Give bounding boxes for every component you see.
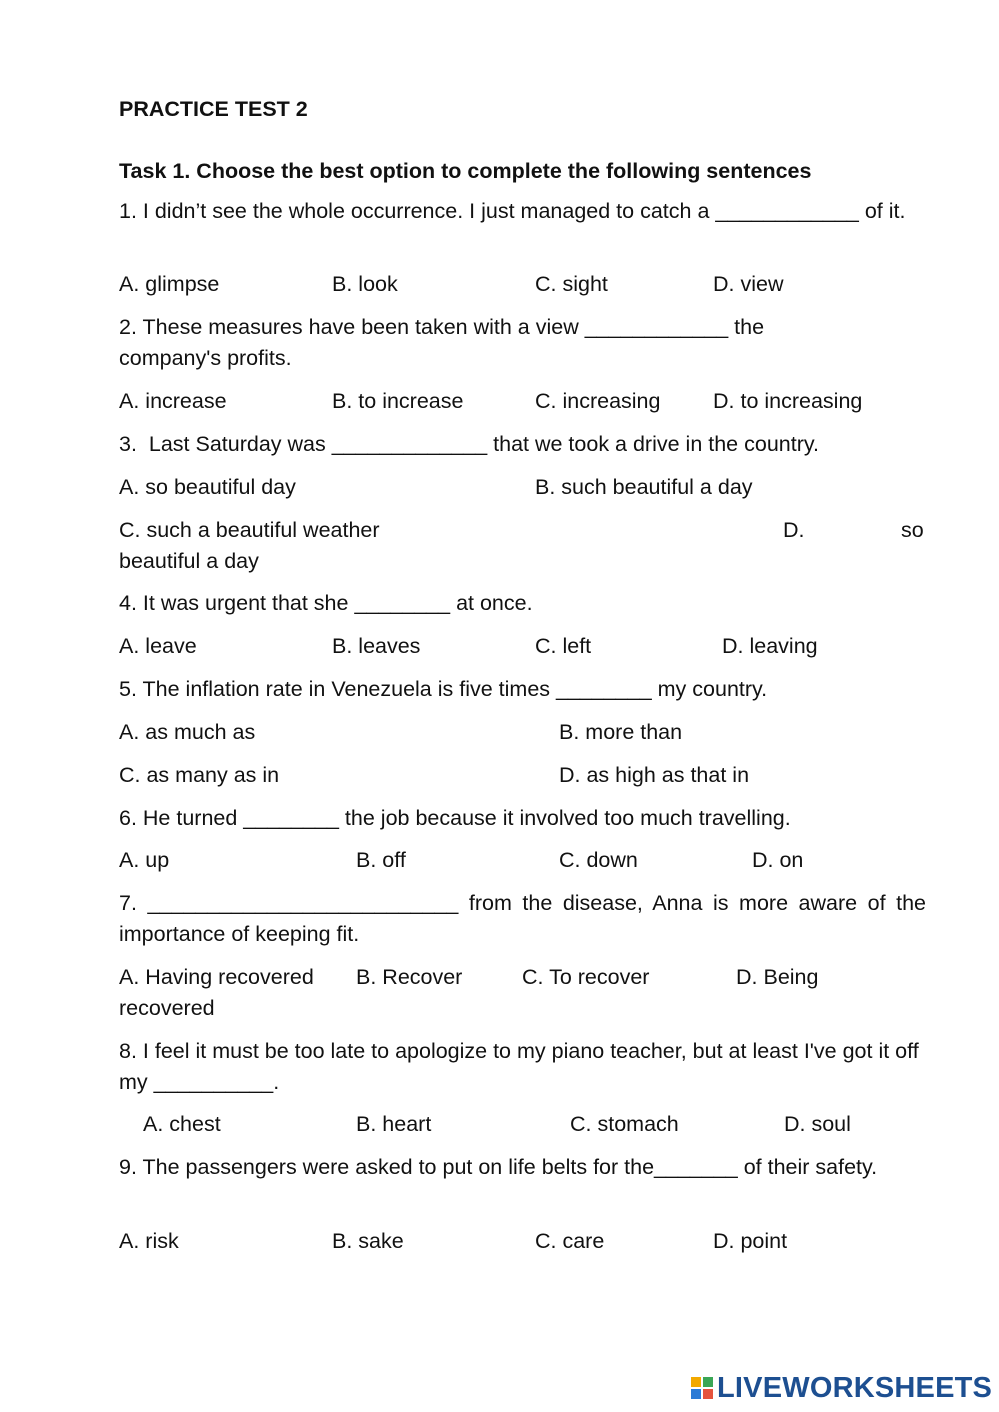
q1-option-c[interactable]: C. sight xyxy=(535,272,608,296)
page-title: PRACTICE TEST 2 xyxy=(119,97,308,121)
question-2-stem: 2. These measures have been taken with a view ____________ the company's profits. xyxy=(119,315,765,370)
q3-option-d-cont: beautiful a day xyxy=(119,549,259,573)
q5-option-a[interactable]: A. as much as xyxy=(119,720,256,744)
q1-option-a[interactable]: A. glimpse xyxy=(119,272,220,296)
q5-option-b[interactable]: B. more than xyxy=(559,720,683,744)
q8-option-c[interactable]: C. stomach xyxy=(570,1112,679,1136)
q7-option-c[interactable]: C. To recover xyxy=(522,965,650,989)
q3-option-d-label[interactable]: D. xyxy=(783,518,805,542)
q4-option-a[interactable]: A. leave xyxy=(119,634,197,658)
q3-option-d-word: so xyxy=(901,518,924,542)
q2-option-a[interactable]: A. increase xyxy=(119,389,227,413)
q4-option-c[interactable]: C. left xyxy=(535,634,592,658)
question-1-stem: 1. I didn’t see the whole occurrence. I just managed to catch a ____________ of it. xyxy=(119,199,906,223)
q1-option-d[interactable]: D. view xyxy=(713,272,784,296)
q8-option-a[interactable]: A. chest xyxy=(143,1112,221,1136)
q9-option-d[interactable]: D. point xyxy=(713,1229,788,1253)
q6-option-c[interactable]: C. down xyxy=(559,848,638,872)
q3-option-a[interactable]: A. so beautiful day xyxy=(119,475,296,499)
q5-option-c[interactable]: C. as many as in xyxy=(119,763,280,787)
task-heading: Task 1. Choose the best option to complete the following sentences xyxy=(119,159,812,183)
q8-option-d[interactable]: D. soul xyxy=(784,1112,851,1136)
q8-option-b[interactable]: B. heart xyxy=(356,1112,432,1136)
question-9-stem: 9. The passengers were asked to put on life belts for the_______ of their safety. xyxy=(119,1155,878,1179)
q3-option-c[interactable]: C. such a beautiful weather xyxy=(119,518,380,542)
q7-option-a[interactable]: A. Having recovered xyxy=(119,965,314,989)
question-8-stem: 8. I feel it must be too late to apologize to my piano teacher, but at least I've got it off my __________. xyxy=(119,1039,919,1094)
q5-option-d[interactable]: D. as high as that in xyxy=(559,763,750,787)
question-6-stem: 6. He turned ________ the job because it involved too much travelling. xyxy=(119,806,791,830)
question-4-stem: 4. It was urgent that she ________ at once. xyxy=(119,591,533,615)
q9-option-b[interactable]: B. sake xyxy=(332,1229,404,1253)
logo-text: LIVEWORKSHEETS xyxy=(717,1371,993,1404)
q6-option-d[interactable]: D. on xyxy=(752,848,804,872)
liveworksheets-grid-icon xyxy=(690,1375,714,1401)
q2-option-b[interactable]: B. to increase xyxy=(332,389,464,413)
q9-option-a[interactable]: A. risk xyxy=(119,1229,179,1253)
q9-option-c[interactable]: C. care xyxy=(535,1229,605,1253)
question-7-stem: 7. __________________________ from the disease, Anna is more aware of the importance of keeping fit. xyxy=(119,891,926,946)
q7-option-b[interactable]: B. Recover xyxy=(356,965,463,989)
liveworksheets-logo[interactable] xyxy=(690,1368,992,1408)
q6-option-b[interactable]: B. off xyxy=(356,848,406,872)
q4-option-b[interactable]: B. leaves xyxy=(332,634,421,658)
q4-option-d[interactable]: D. leaving xyxy=(722,634,818,658)
q6-option-a[interactable]: A. up xyxy=(119,848,170,872)
q3-option-b[interactable]: B. such beautiful a day xyxy=(535,475,753,499)
q2-option-c[interactable]: C. increasing xyxy=(535,389,661,413)
q7-option-d-cont: recovered xyxy=(119,996,215,1020)
q1-option-b[interactable]: B. look xyxy=(332,272,398,296)
question-3-stem: 3. Last Saturday was _____________ that we took a drive in the country. xyxy=(119,432,819,456)
q7-option-d[interactable]: D. Being xyxy=(736,965,819,989)
q2-option-d[interactable]: D. to increasing xyxy=(713,389,863,413)
question-5-stem: 5. The inflation rate in Venezuela is five times ________ my country. xyxy=(119,677,768,701)
